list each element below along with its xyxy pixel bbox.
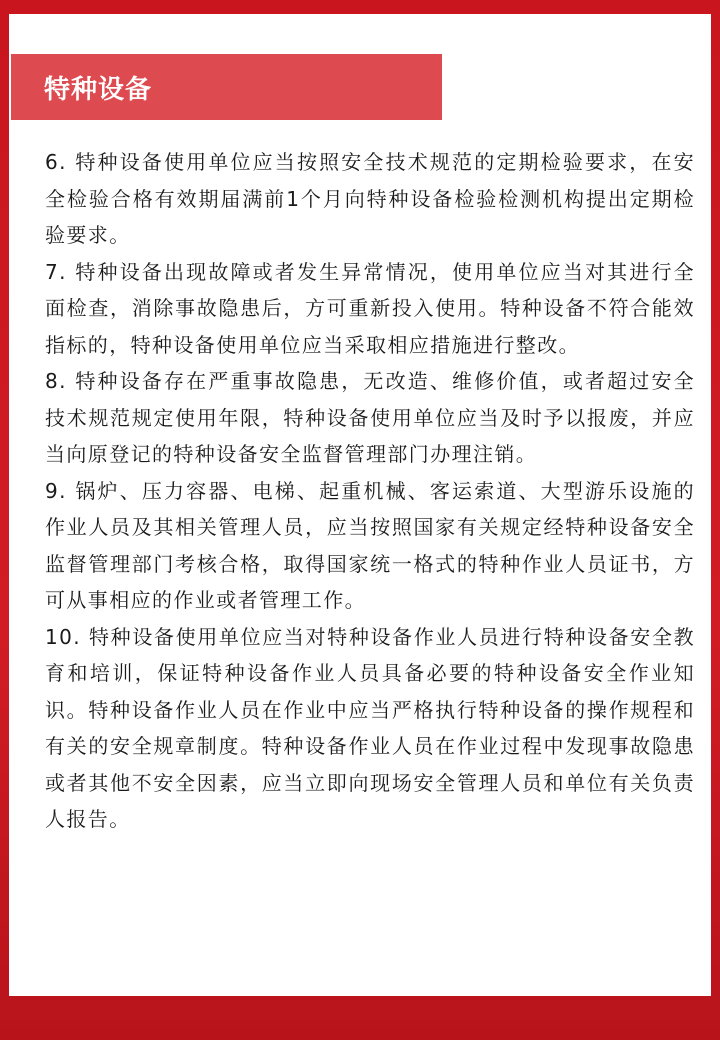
- section-header-banner: [11, 54, 442, 120]
- paragraph-item-6: 6. 特种设备使用单位应当按照安全技术规范的定期检验要求，在安全检验合格有效期届满前1个月向特种设备检验检测机构提出定期检验要求。: [45, 150, 695, 247]
- paragraph-item-9: 9. 锅炉、压力容器、电梯、起重机械、客运索道、大型游乐设施的作业人员及其相关管理人员，应当按照国家有关规定经特种设备安全监督管理部门考核合格，取得国家统一格式的特种作业人员证书，方可从事相应的作业或者管理工作。: [45, 478, 695, 612]
- paragraph-item-10: 10. 特种设备使用单位应当对特种设备作业人员进行特种设备安全教育和培训，保证特种设备作业人员具备必要的特种设备安全作业知识。特种设备作业人员在作业中应当严格执行特种设备的操作规程和有关的安全规章制度。特种设备作业人员在作业过程中发现事故隐患或者其他不安全因素，应当立即向现场安全管理人员和单位有关负责人报告。: [45, 624, 695, 831]
- article-body: [45, 144, 695, 838]
- paragraph-item-8: 8. 特种设备存在严重事故隐患，无改造、维修价值，或者超过安全技术规范规定使用年限，特种设备使用单位应当及时予以报废，并应当向原登记的特种设备安全监督管理部门办理注销。: [45, 369, 695, 466]
- paragraph-item-7: 7. 特种设备出现故障或者发生异常情况，使用单位应当对其进行全面检查，消除事故隐患后，方可重新投入使用。特种设备不符合能效指标的，特种设备使用单位应当采取相应措施进行整改。: [45, 259, 695, 357]
- content-card: [9, 14, 711, 996]
- section-title: 特种设备: [44, 74, 153, 105]
